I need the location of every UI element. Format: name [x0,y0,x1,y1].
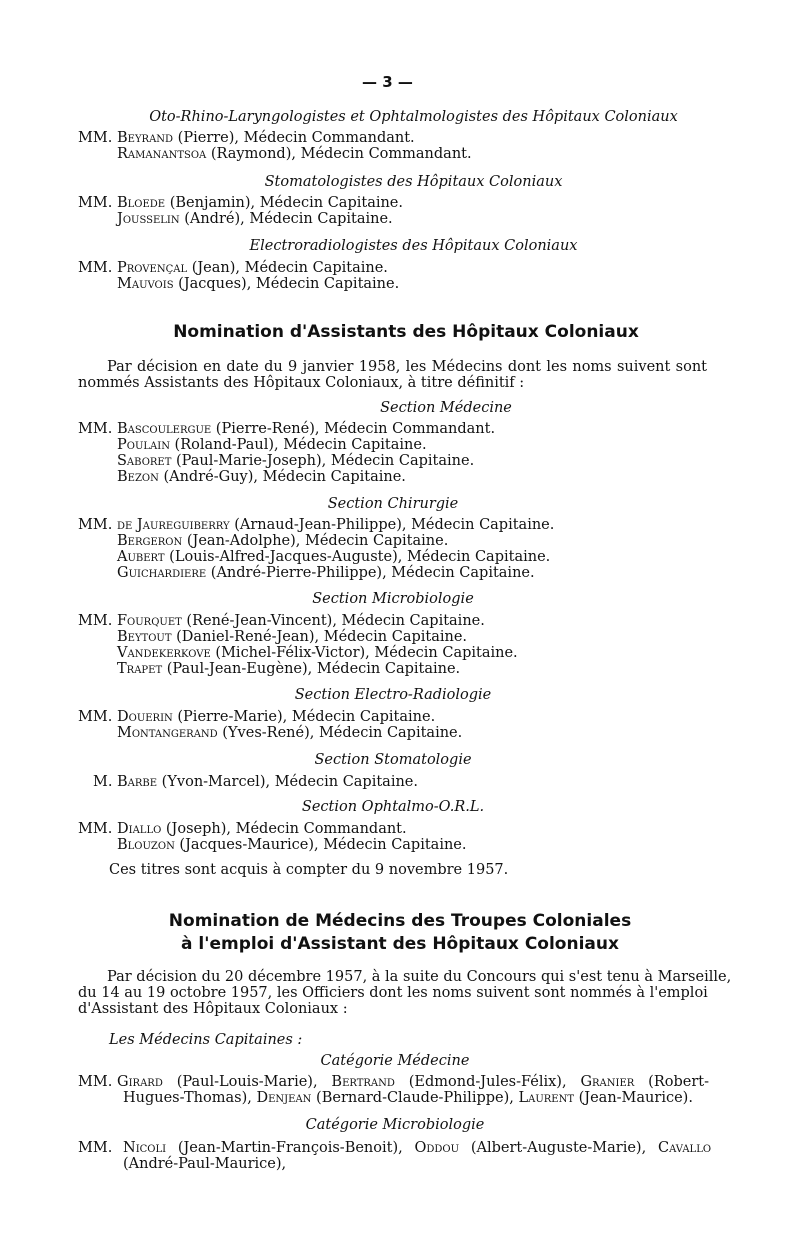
section-title-electroradiologistes: Electroradiologistes des Hôpitaux Coloniaux [249,238,578,254]
surname: Saboret [117,453,172,469]
person-entry [117,725,462,742]
person-entry [117,565,535,582]
surname: Blouzon [117,837,175,853]
person-entry [117,613,485,630]
surname: Douerin [117,709,173,725]
person-details: (Pierre-René), Médecin Commandant. [211,421,496,437]
person-details: (André-Paul-Maurice), [123,1156,287,1172]
person-details: (Jean), Médecin Capitaine. [187,260,388,276]
person-details: (Benjamin), Médecin Capitaine. [165,195,404,211]
person-details: (Jean-Maurice). [574,1090,693,1106]
person-entry [117,146,472,163]
person-details: (Daniel-René-Jean), Médecin Capitaine. [171,629,468,645]
surname: Trapet [117,661,163,677]
person-entry [117,709,435,726]
section-title-medecine: Section Médecine [380,400,512,416]
surname: Jousselin [117,211,180,227]
person-entry [117,774,418,791]
person-details: (Paul-Jean-Eugène), Médecin Capitaine. [162,661,461,677]
surname: Bascoulergue [117,421,212,437]
surname: Bergeron [117,533,183,549]
person-details: (Edmond-Jules-Félix), [394,1074,567,1090]
person-entry [117,629,467,646]
person-details: Hugues-Thomas), [123,1090,252,1106]
person-details: (Albert-Auguste-Marie), [459,1140,647,1156]
person-details: (Jean-Adolphe), Médecin Capitaine. [182,533,449,549]
person-entry [117,260,388,277]
surname: Guichardiere [117,565,207,581]
category-title-medecine: Catégorie Médecine [320,1053,470,1069]
surname: Beytout [117,629,172,645]
section-title-chirurgie: Section Chirurgie [327,496,459,512]
section-title-electro-radiologie: Section Electro-Radiologie [294,687,492,703]
intro-text: nommés Assistants des Hôpitaux Coloniaux, à titre définitif : [78,375,525,391]
surname: Bezon [117,469,159,485]
surname: Mauvois [117,276,174,292]
section-title-microbiologie: Section Microbiologie [312,591,474,607]
group-label: Les Médecins Capitaines : [109,1032,303,1048]
person-details: (Joseph), Médecin Commandant. [161,821,407,837]
person-details: (André-Guy), Médecin Capitaine. [158,469,406,485]
person-entry [117,517,554,534]
person-entry [117,211,393,228]
heading-troupes-line2: à l'emploi d'Assistant des Hôpitaux Coloniaux [181,934,619,954]
name-prefix: MM. [78,421,113,437]
page-number: — 3 — [362,73,413,91]
person-entry [117,421,495,438]
name-prefix: MM. [78,195,113,211]
intro-text: Par décision du 20 décembre 1957, à la suite du Concours qui s'est tenu à Marseille, [107,969,732,985]
surname: Fourquet [117,613,182,629]
surname: de Jaureguiberry [117,517,230,533]
name-prefix: M. [93,774,113,790]
intro-text: du 14 au 19 octobre 1957, les Officiers dont les noms suivent sont nommés à l'emploi [78,985,708,1001]
name-prefix: MM. [78,130,113,146]
person-details: (René-Jean-Vincent), Médecin Capitaine. [181,613,485,629]
person-details: (André-Pierre-Philippe), Médecin Capitaine. [206,565,535,581]
person-list-line [123,1140,711,1157]
surname: Barbe [117,774,158,790]
surname: Bertrand [331,1074,395,1090]
person-entry [117,821,407,838]
person-details: (Pierre), Médecin Commandant. [173,130,415,146]
person-details: (Louis-Alfred-Jacques-Auguste), Médecin Capitaine. [164,549,551,565]
person-details: (Yves-René), Médecin Capitaine. [217,725,463,741]
person-details: (Bernard-Claude-Philippe), [311,1090,514,1106]
person-entry [117,469,406,486]
surname: Girard [117,1074,163,1090]
person-details: (Jean-Martin-François-Benoit), [166,1140,403,1156]
person-details: (Raymond), Médecin Commandant. [206,146,472,162]
surname: Montangerand [117,725,218,741]
closing-note: Ces titres sont acquis à compter du 9 novembre 1957. [109,862,509,878]
person-entry [117,276,399,293]
section-title-stomatologie: Section Stomatologie [314,752,472,768]
surname: Cavallo [657,1140,712,1156]
name-prefix: MM. [78,821,113,837]
person-entry [117,195,403,212]
surname: Diallo [117,821,162,837]
surname: Vandekerkove [117,645,211,661]
surname: Oddou [414,1140,460,1156]
surname: Bloede [117,195,166,211]
person-details: (Jacques), Médecin Capitaine. [173,276,400,292]
name-prefix: MM. [78,709,113,725]
person-details: (Roland-Paul), Médecin Capitaine. [169,437,427,453]
name-prefix: MM. [78,260,113,276]
heading-troupes-line1: Nomination de Médecins des Troupes Coloniales [168,911,632,931]
surname: Provençal [117,260,188,276]
section-title-stomatologistes: Stomatologistes des Hôpitaux Coloniaux [264,174,563,190]
person-entry [117,549,550,566]
surname: Aubert [117,549,165,565]
name-prefix: MM. [78,517,113,533]
category-title-microbiologie: Catégorie Microbiologie [305,1117,485,1133]
name-prefix: MM. [78,1140,113,1156]
person-details: (Paul-Marie-Joseph), Médecin Capitaine. [171,453,475,469]
person-entry [117,437,427,454]
surname: Laurent [518,1090,575,1106]
person-details: (Jacques-Maurice), Médecin Capitaine. [174,837,467,853]
heading-nomination-assistants: Nomination d'Assistants des Hôpitaux Coloniaux [173,322,639,342]
person-details: (Yvon-Marcel), Médecin Capitaine. [157,774,418,790]
person-list-line [123,1090,693,1107]
person-entry [117,533,448,550]
person-list-line [123,1156,286,1173]
section-title-orl: Oto-Rhino-Laryngologistes et Ophtalmologistes des Hôpitaux Coloniaux [149,109,678,125]
person-entry [117,837,467,854]
person-details: (Arnaud-Jean-Philippe), Médecin Capitaine. [229,517,555,533]
person-details: (Michel-Félix-Victor), Médecin Capitaine. [210,645,518,661]
surname: Denjean [256,1090,312,1106]
surname: Granier [580,1074,635,1090]
person-details: (André), Médecin Capitaine. [179,211,393,227]
person-entry [117,661,460,678]
name-prefix: MM. [78,613,113,629]
intro-text: d'Assistant des Hôpitaux Coloniaux : [78,1001,348,1017]
surname: Nicoli [123,1140,167,1156]
name-prefix: MM. [78,1074,113,1090]
surname: Poulain [117,437,170,453]
person-details: (Robert- [634,1074,709,1090]
intro-text: Par décision en date du 9 janvier 1958, les Médecins dont les noms suivent sont [107,359,707,375]
person-list-line [117,1074,709,1091]
person-entry [117,453,474,470]
person-details: (Pierre-Marie), Médecin Capitaine. [172,709,436,725]
person-entry [117,645,518,662]
person-entry [117,130,415,147]
surname: Beyrand [117,130,174,146]
section-title-ophtalmo-orl: Section Ophtalmo-O.R.L. [301,799,485,815]
person-details: (Paul-Louis-Marie), [162,1074,318,1090]
surname: Ramanantsoa [117,146,207,162]
